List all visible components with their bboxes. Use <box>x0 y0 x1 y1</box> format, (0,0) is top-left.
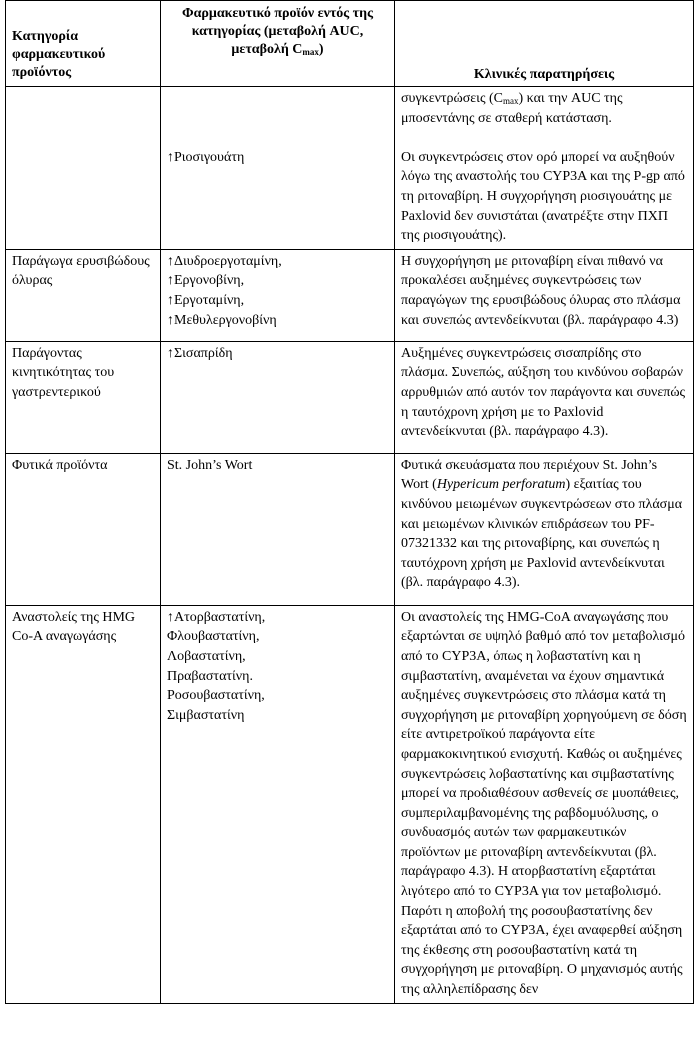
cell-category <box>6 87 161 250</box>
header-category: Κατηγορία φαρμακευτικού προϊόντος <box>6 1 161 87</box>
remarks-text: Φυτικά σκευάσματα που περιέχουν St. John’s Wort ( <box>401 457 658 493</box>
cell-product <box>161 605 395 1003</box>
table-row <box>6 249 694 341</box>
table-row <box>6 341 694 453</box>
product-text: ↑Ριοσιγουάτη <box>167 149 245 165</box>
product-line: ↑Ατορβαστατίνη, <box>167 609 266 625</box>
cell-category: Φυτικά προϊόντα <box>6 453 161 605</box>
table-row <box>6 605 694 1003</box>
product-line: Ροσουβαστατίνη, <box>167 688 265 704</box>
remarks-text: ) και την AUC της μποσεντάνης σε σταθερή κατάσταση. <box>401 91 623 126</box>
product-line: ↑Μεθυλεργονοβίνη <box>167 312 277 328</box>
product-line: ↑Εργονοβίνη, <box>167 273 245 289</box>
cell-product: ↑Σισαπρίδη <box>161 341 395 453</box>
header-product <box>161 1 395 87</box>
interaction-table <box>5 0 694 1004</box>
table-row <box>6 87 694 250</box>
remarks-text: συγκεντρώσεις (C <box>401 91 503 106</box>
cell-remarks <box>395 453 694 605</box>
cell-remarks: Η συγχορήγηση με ριτοναβίρη είναι πιθανό να προκαλέσει αυξημένες συγκεντρώσεις των παραγώγων της ερυσιβώδους όλυρας στο πλάσμα και συνεπώς αντενδείκνυται (βλ. παράγραφο 4.3) <box>395 249 694 341</box>
cell-product <box>161 87 395 250</box>
cell-remarks: Αυξημένες συγκεντρώσεις σισαπρίδης στο πλάσμα. Συνεπώς, αύξηση του κινδύνου σοβαρών αρρυθμιών από αυτόν τον παράγοντα και συνεπώς η ταυτόχρονη χρήση με το Paxlovid αντενδείκνυται (βλ. παράγραφο 4.3). <box>395 341 694 453</box>
remarks-paragraph <box>401 89 687 128</box>
cell-remarks: Οι αναστολείς της HMG-CoA αναγωγάσης που εξαρτώνται σε υψηλό βαθμό από τον μεταβολισμό από το CYP3A, όπως η λοβαστατίνη και η σιμβαστατίνη, αναμένεται να έχουν σημαντικά αυξημένες συγκεντρώσεις στο πλάσμα κατά τη συγχορήγηση με ριτοναβίρη χορηγούμενη σε δόση είτε αντιρετροϊκού παράγοντα είτε φαρμακοκινητικού ενισχυτή. Καθώς οι αυξημένες συγκεντρώσεις λοβαστατίνης και σιμβαστατίνης μπορεί να προδιαθέσουν ασθενείς σε μυοπάθειες, συμπεριλαμβανομένης της ραβδομυόλυσης, ο συνδυασμός αυτών των φαρμακευτικών προϊόντων με ριτοναβίρη αντενδείκνυται (βλ. παράγραφο 4.3). Η ατορβαστατίνη εξαρτάται λιγότερο από το CYP3A για τον μεταβολισμό. Παρότι η αποβολή της ροσουβαστατίνης δεν εξαρτάται από το CYP3A, έχει αναφερθεί αύξηση της έκθεσης στη ροσουβαστατίνη κατά τη συγχορήγηση με ριτοναβίρη. Ο μηχανισμός αυτής της αλληλεπίδρασης δεν <box>395 605 694 1003</box>
product-line: Σιμβαστατίνη <box>167 707 245 723</box>
cell-category: Παράγοντας κινητικότητας του γαστρεντερικού <box>6 341 161 453</box>
header-product-end: ) <box>318 42 324 57</box>
cell-remarks <box>395 87 694 250</box>
header-product-text: Φαρμακευτικό προϊόν εντός της κατηγορίας (μεταβολή AUC, μεταβολή C <box>181 6 373 57</box>
table-header-row <box>6 1 694 87</box>
header-product-sub: max <box>302 47 319 57</box>
cell-product: St. John’s Wort <box>161 453 395 605</box>
product-line: ↑Διυδροεργοταμίνη, <box>167 253 282 269</box>
table-row <box>6 453 694 605</box>
cell-product <box>161 249 395 341</box>
cell-category: Παράγωγα ερυσιβώδους όλυρας <box>6 249 161 341</box>
product-line: Λοβαστατίνη, <box>167 648 246 664</box>
cell-category: Αναστολείς της HMG Co-A αναγωγάσης <box>6 605 161 1003</box>
product-line: Φλουβαστατίνη, <box>167 629 260 645</box>
product-line: ↑Εργοταμίνη, <box>167 292 245 308</box>
remarks-paragraph: Οι συγκεντρώσεις στον ορό μπορεί να αυξηθούν λόγω της αναστολής του CYP3A και της P-gp από τη ριτοναβίρη. Η συγχορήγηση ριοσιγουάτης με Paxlovid δεν συνιστάται (ανατρέξτε στην ΠΧΠ της ριοσιγουάτης). <box>401 149 685 244</box>
remarks-text: ) εξαιτίας του κινδύνου μειωμένων συγκεντρώσεων στο πλάσμα και μειωμένων κλινικών επιδράσεων του PF-07321332 και της ριτοναβίρης, και συνεπώς η ταυτόχρονη χρήση με Paxlovid αντενδείκνυται (βλ. παράγραφο 4.3). <box>401 477 683 591</box>
product-line: Πραβαστατίνη. <box>167 668 253 684</box>
remarks-sub: max <box>503 96 519 106</box>
remarks-italic: Hypericum perforatum <box>436 477 566 493</box>
header-remarks: Κλινικές παρατηρήσεις <box>395 1 694 87</box>
